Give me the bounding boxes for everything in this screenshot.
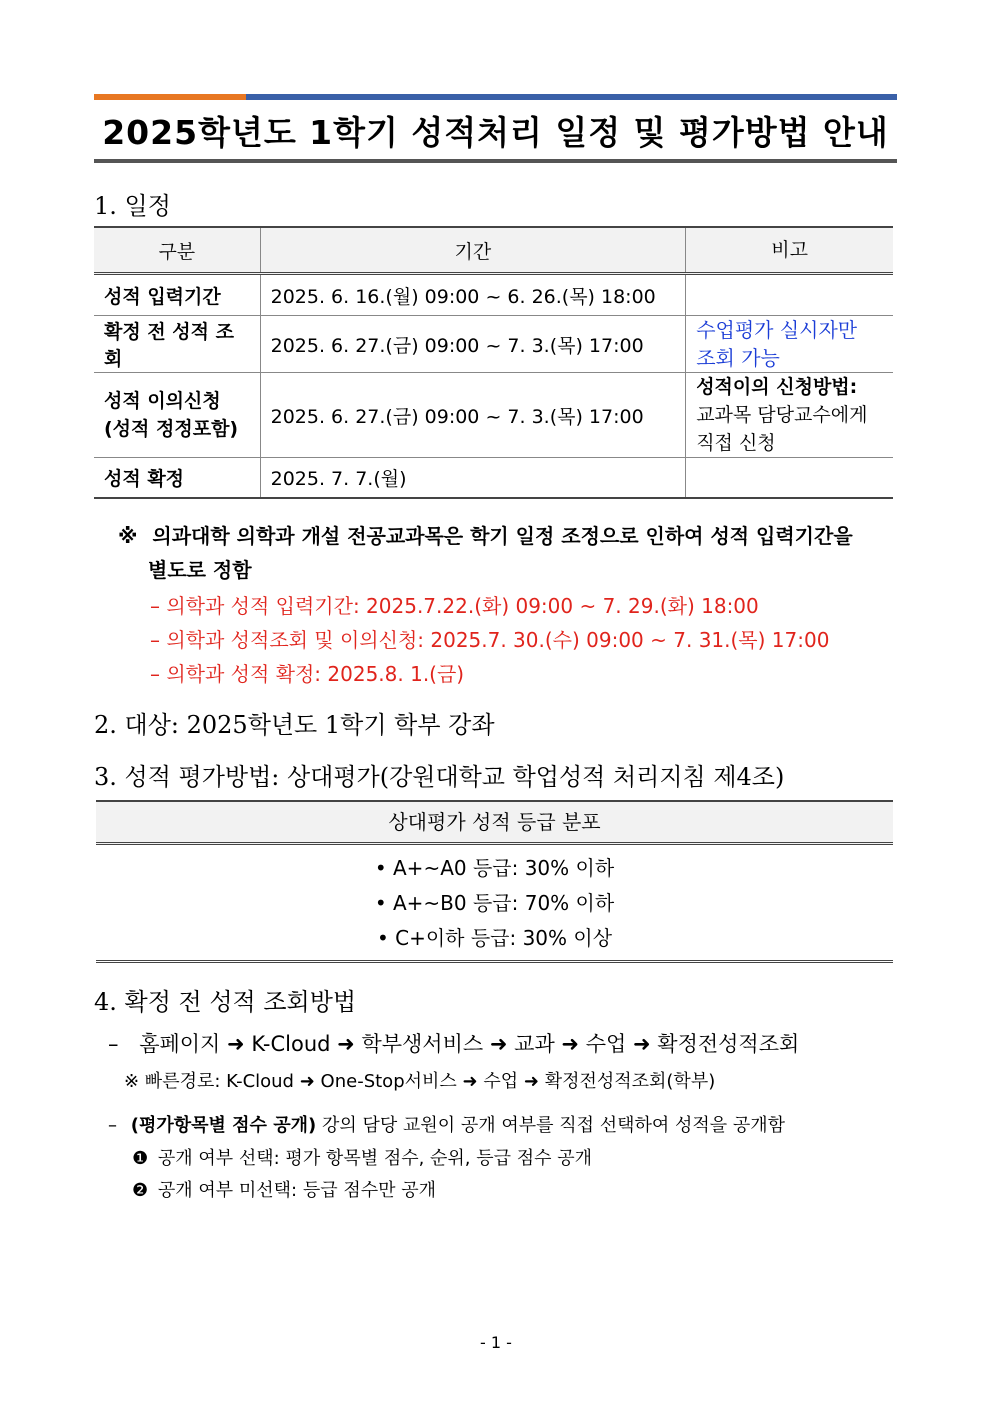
notice-text: 의과대학 의학과 개설 전공교과목은 학기 일정 조정으로 인하여 성적 입력기간을 bbox=[152, 524, 853, 548]
row-period: 2025. 7. 7.(월) bbox=[260, 458, 686, 498]
row-category: 성적 입력기간 bbox=[94, 274, 260, 316]
disclosure-option-2 bbox=[132, 1176, 436, 1206]
note-line: 수업평가 실시자만 bbox=[696, 318, 858, 342]
med-item: – 의학과 성적 확정: 2025.8. 1.(금) bbox=[150, 662, 465, 686]
row-category: 확정 전 성적 조회 bbox=[94, 316, 260, 373]
arrow-right-icon: ➜ bbox=[561, 1032, 580, 1056]
path-step: 교과 bbox=[514, 1032, 555, 1056]
quick-path-label: ※ 빠른경로: bbox=[124, 1071, 227, 1092]
option-marker: ❷ bbox=[132, 1180, 149, 1201]
path-step: One-Stop서비스 bbox=[320, 1071, 457, 1092]
arrow-right-icon: ➜ bbox=[632, 1032, 651, 1056]
navigation-path bbox=[108, 1028, 799, 1060]
arrow-right-icon: ➜ bbox=[299, 1071, 315, 1092]
distribution-title: 상대평가 성적 등급 분포 bbox=[96, 800, 893, 845]
page-title: 2025학년도 1학기 성적처리 일정 및 평가방법 안내 bbox=[102, 113, 889, 152]
page-number: - 1 - bbox=[480, 1333, 512, 1352]
med-item: – 의학과 성적 입력기간: 2025.7.22.(화) 09:00 ~ 7. 29.(화) 18:00 bbox=[150, 594, 759, 618]
path-step: 확정전성적조회 bbox=[657, 1032, 800, 1056]
row-category: 성적 확정 bbox=[94, 458, 260, 498]
notice-symbol: ※ bbox=[118, 524, 138, 548]
note-line: 직접 신청 bbox=[696, 432, 776, 454]
path-dash: – bbox=[108, 1032, 119, 1056]
row-period: 2025. 6. 16.(월) 09:00 ~ 6. 26.(목) 18:00 bbox=[260, 274, 686, 316]
arrow-right-icon: ➜ bbox=[462, 1071, 478, 1092]
path-step: K-Cloud bbox=[251, 1032, 331, 1056]
title-accent-blue bbox=[246, 94, 897, 100]
arrow-right-icon: ➜ bbox=[337, 1032, 355, 1056]
grade-distribution-box bbox=[96, 800, 893, 963]
option-text: 공개 여부 미선택: 등급 점수만 공개 bbox=[157, 1180, 436, 1201]
note-line: 조회 가능 bbox=[696, 346, 780, 370]
section4-heading: 4. 확정 전 성적 조회방법 bbox=[94, 988, 357, 1016]
section3-heading: 3. 성적 평가방법: 상대평가(강원대학교 학업성적 처리지침 제4조) bbox=[94, 763, 785, 791]
note-line: 교과목 담당교수에게 bbox=[696, 404, 868, 426]
option-text: 공개 여부 선택: 평가 항목별 점수, 순위, 등급 점수 공개 bbox=[157, 1148, 593, 1169]
notice-line-2: 별도로 정함 bbox=[148, 558, 252, 582]
score-disclosure bbox=[108, 1111, 785, 1141]
header-period: 기간 bbox=[260, 227, 686, 274]
disclosure-option-1 bbox=[132, 1144, 592, 1174]
med-item: – 의학과 성적조회 및 이의신청: 2025.7. 30.(수) 09:00 ~ 7. 31.(목) 17:00 bbox=[150, 628, 830, 652]
header-category: 구분 bbox=[94, 227, 260, 274]
category-line: 성적 이의신청 bbox=[104, 390, 221, 412]
table-row bbox=[94, 458, 893, 498]
section1-heading: 1. 일정 bbox=[94, 192, 171, 220]
path-step: 홈페이지 bbox=[139, 1032, 221, 1056]
path-step: 수업 bbox=[585, 1032, 627, 1056]
header-note: 비고 bbox=[686, 227, 893, 274]
note-line: 성적이의 신청방법: bbox=[696, 376, 858, 398]
row-note bbox=[686, 274, 893, 316]
path-step: K-Cloud bbox=[226, 1071, 294, 1092]
title-accent-orange bbox=[94, 94, 246, 100]
path-step: 확정전성적조회(학부) bbox=[544, 1071, 716, 1092]
schedule-table bbox=[94, 226, 893, 499]
option-marker: ❶ bbox=[132, 1148, 149, 1169]
table-row bbox=[94, 274, 893, 316]
section2-heading: 2. 대상: 2025학년도 1학기 학부 강좌 bbox=[94, 711, 495, 739]
path-step: 수업 bbox=[483, 1071, 519, 1092]
arrow-right-icon: ➜ bbox=[523, 1071, 539, 1092]
row-period: 2025. 6. 27.(금) 09:00 ~ 7. 3.(목) 17:00 bbox=[260, 316, 686, 373]
title-underline bbox=[94, 159, 897, 163]
disclosure-label: (평가항목별 점수 공개) bbox=[130, 1115, 317, 1136]
disclosure-dash: – bbox=[108, 1115, 117, 1136]
path-step: 학부생서비스 bbox=[361, 1032, 484, 1056]
row-period: 2025. 6. 27.(금) 09:00 ~ 7. 3.(목) 17:00 bbox=[260, 373, 686, 458]
distribution-body bbox=[96, 845, 893, 963]
row-note bbox=[686, 316, 893, 373]
table-row bbox=[94, 373, 893, 458]
row-note bbox=[686, 373, 893, 458]
quick-path bbox=[124, 1067, 715, 1097]
distribution-item: • A+~B0 등급: 70% 이하 bbox=[374, 891, 615, 915]
arrow-right-icon: ➜ bbox=[489, 1032, 508, 1056]
disclosure-text: 강의 담당 교원이 공개 여부를 직접 선택하여 성적을 공개함 bbox=[316, 1115, 786, 1136]
category-line: (성적 정정포함) bbox=[104, 418, 239, 440]
distribution-item: • C+이하 등급: 30% 이상 bbox=[376, 926, 613, 950]
distribution-item: • A+~A0 등급: 30% 이하 bbox=[374, 856, 615, 880]
table-header-row bbox=[94, 227, 893, 274]
notice-line-1 bbox=[118, 519, 853, 553]
table-row bbox=[94, 316, 893, 373]
arrow-right-icon: ➜ bbox=[227, 1032, 245, 1056]
row-category bbox=[94, 373, 260, 458]
row-note bbox=[686, 458, 893, 498]
